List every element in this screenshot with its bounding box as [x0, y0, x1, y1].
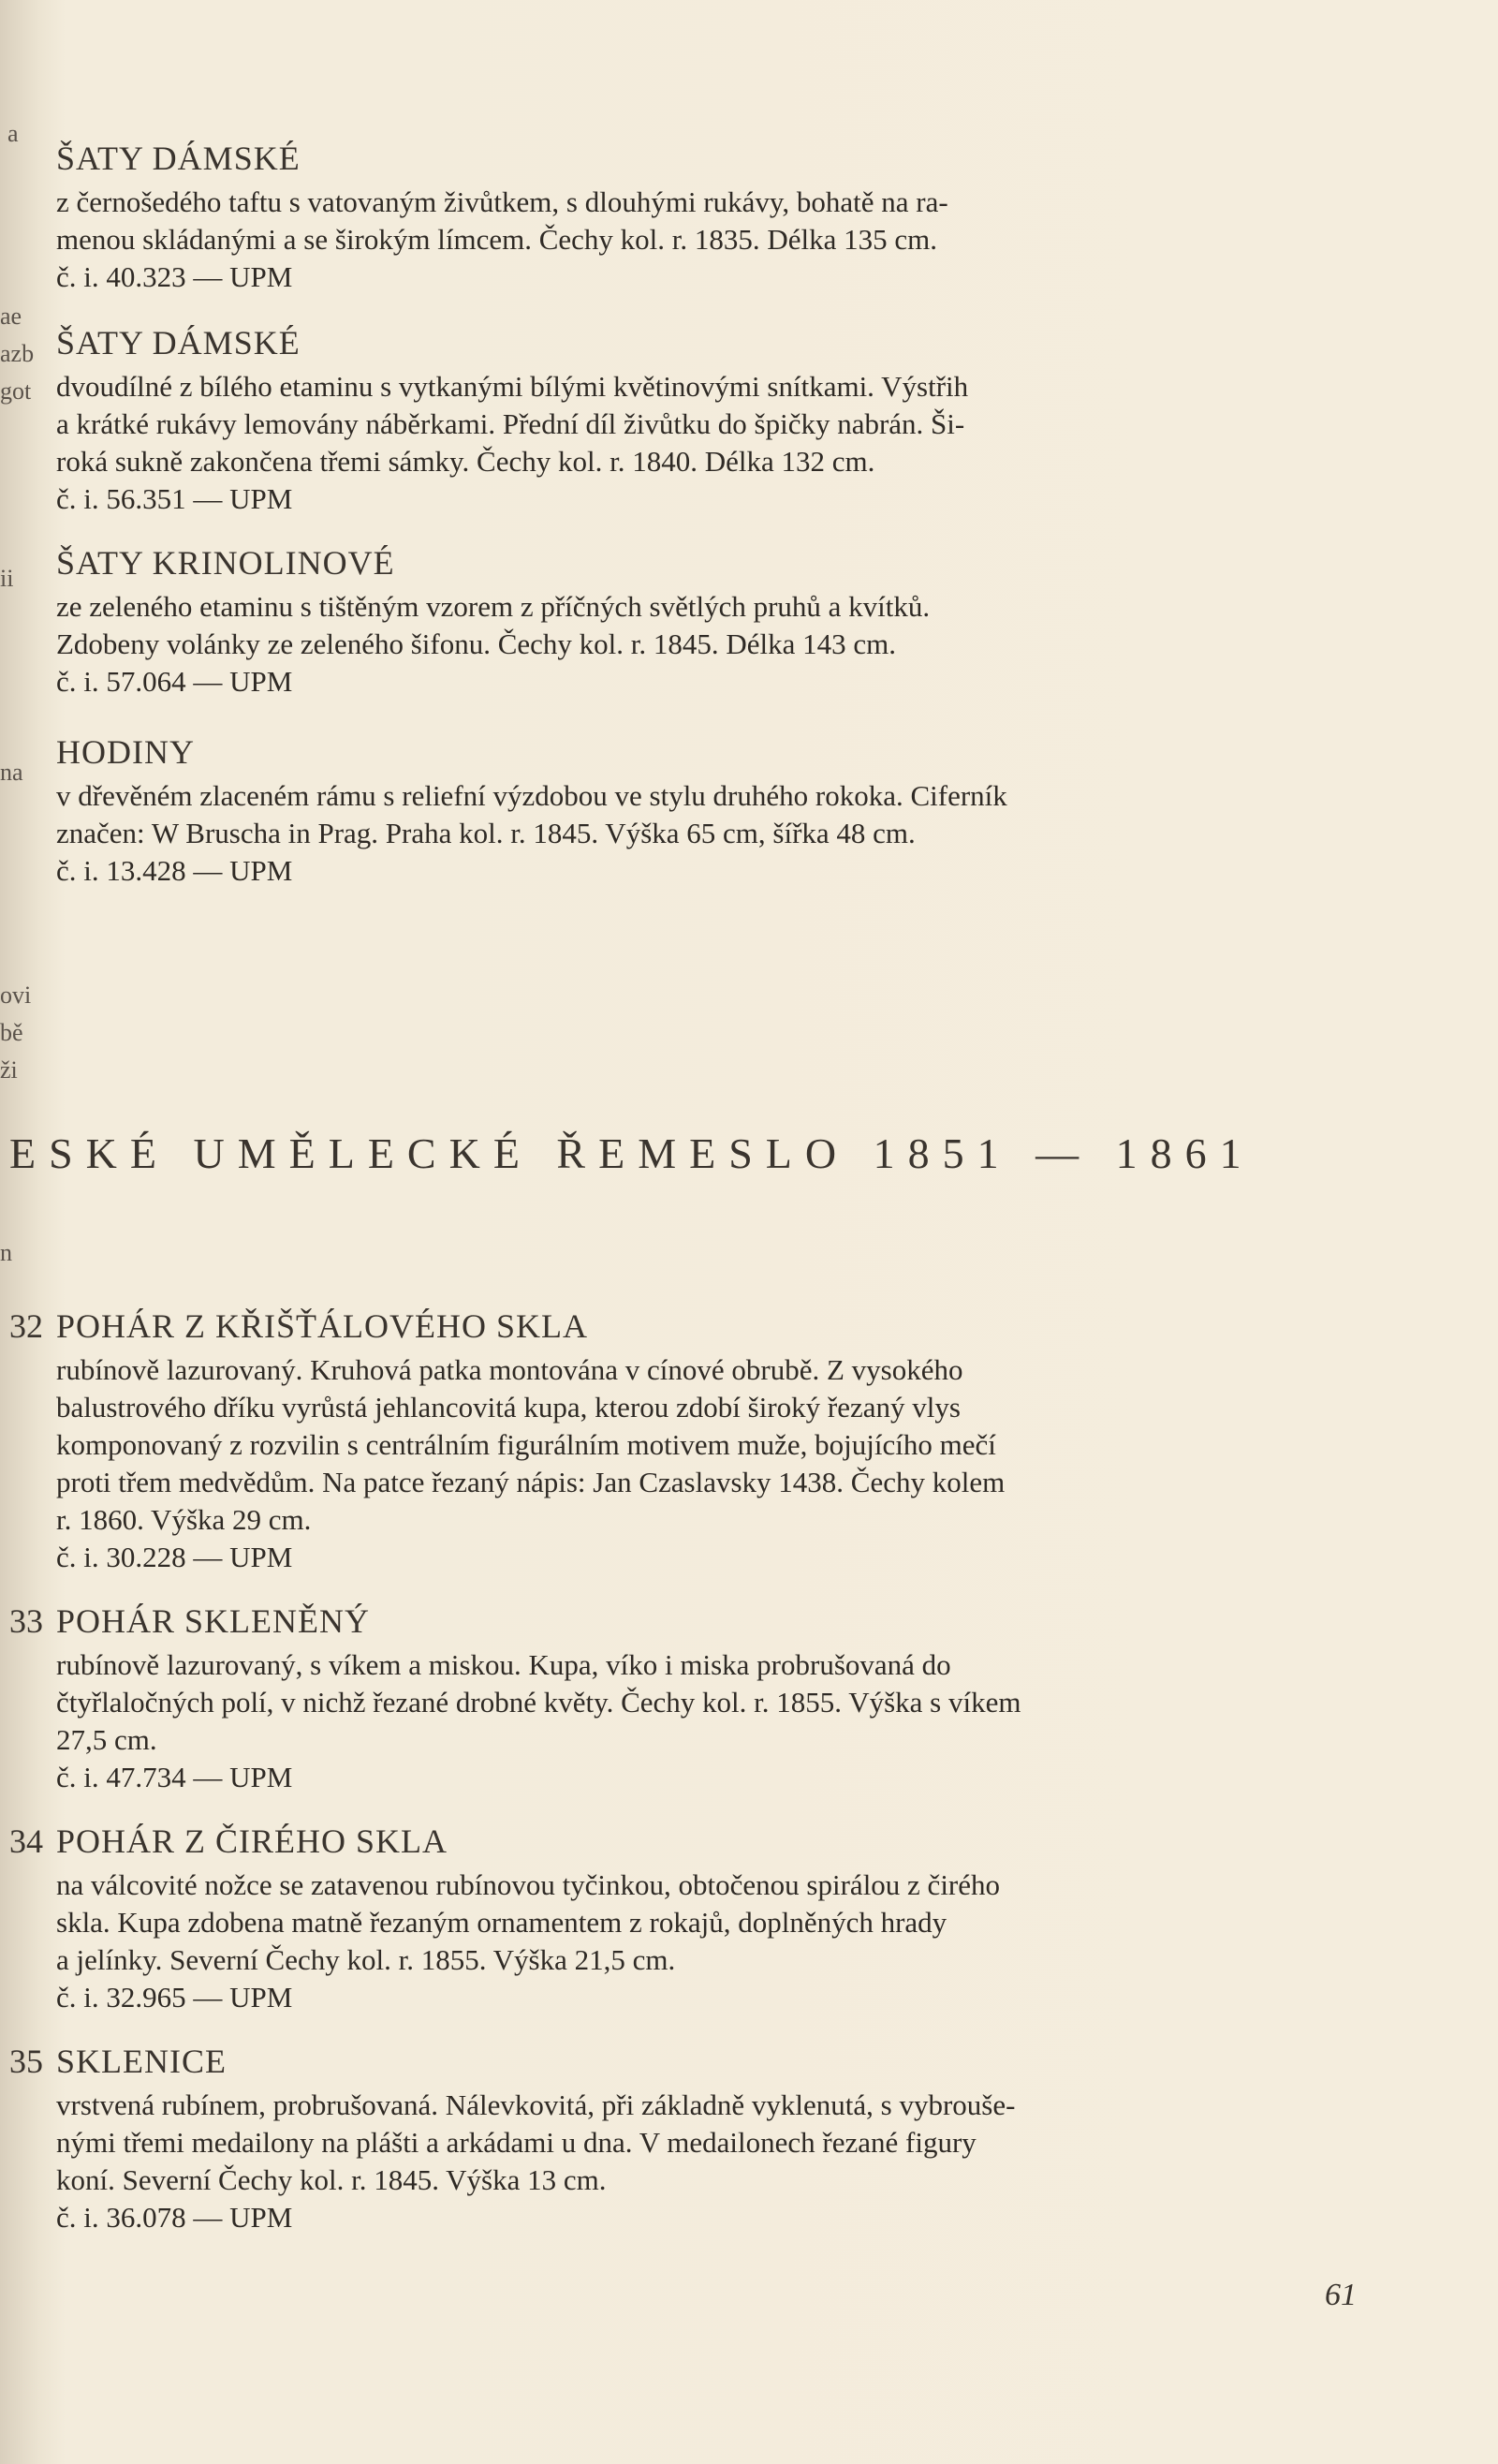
catalog-entry	[9, 1306, 1367, 1576]
margin-fragment: bě	[0, 1019, 23, 1046]
inventory-number: č. i. 40.323 — UPM	[56, 260, 293, 293]
catalog-entry	[9, 1822, 1367, 2016]
entry-title: HODINY	[56, 733, 195, 771]
margin-fragment: ži	[0, 1056, 18, 1084]
catalog-entry	[9, 1601, 1367, 1796]
inventory-number: č. i. 57.064 — UPM	[56, 665, 293, 698]
catalog-entry	[56, 732, 1367, 890]
entry-description: na válcovité nožce se zatavenou rubínovou tyčinkou, obtočenou spirálou z čirého skla. Kupa zdobena matně řezaným ornamentem z rokajů, doplněných hrady a jelínky. Severní Čechy kol. r. 1855. Výška 21,5 cm.	[56, 1868, 1001, 1976]
margin-fragment: n	[0, 1239, 12, 1266]
catalog-entry	[56, 139, 1367, 296]
entry-description: v dřevěném zlaceném rámu s reliefní výzdobou ve stylu druhého rokoka. Ciferník značen: W Bruscha in Prag. Praha kol. r. 1845. Výška 65 cm, šířka 48 cm.	[56, 779, 1007, 849]
inventory-number: č. i. 30.228 — UPM	[56, 1541, 293, 1573]
entry-title: SKLENICE	[56, 2043, 227, 2080]
entry-description: z černošedého taftu s vatovaným živůtkem, s dlouhými rukávy, bohatě na ra- menou skládanými a se širokým límcem. Čechy kol. r. 1835. Délka 135 cm.	[56, 185, 948, 256]
margin-fragment: ii	[0, 565, 14, 592]
entry-description: rubínově lazurovaný, s víkem a miskou. Kupa, víko i miska probrušovaná do čtyřlaločných polí, v nichž řezané drobné květy. Čechy kol. r. 1855. Výška s víkem 27,5 cm.	[56, 1648, 1021, 1756]
entry-title: POHÁR SKLENĚNÝ	[56, 1602, 371, 1640]
margin-fragment: na	[0, 759, 23, 786]
entry-description: ze zeleného etaminu s tištěným vzorem z příčných světlých pruhů a kvítků. Zdobeny volánky ze zeleného šifonu. Čechy kol. r. 1845. Délka 143 cm.	[56, 590, 931, 660]
entry-title: ŠATY DÁMSKÉ	[56, 324, 301, 361]
entry-description: dvoudílné z bílého etaminu s vytkanými bílými květinovými snítkami. Výstřih a krátké rukávy lemovány náběrkami. Přední díl živůtku do špičky nabrán. Ši- roká sukně zakončena třemi sámky. Čechy kol. r. 1840. Délka 132 cm.	[56, 370, 969, 478]
section-heading: ESKÉ UMĚLECKÉ ŘEMESLO 1851 — 1861	[9, 1129, 1255, 1177]
inventory-number: č. i. 47.734 — UPM	[56, 1761, 293, 1793]
margin-fragment: got	[0, 377, 32, 405]
margin-fragment: azb	[0, 340, 35, 367]
catalog-entry	[56, 323, 1367, 518]
catalog-entry	[9, 2042, 1367, 2236]
inventory-number: č. i. 36.078 — UPM	[56, 2201, 293, 2234]
inventory-number: č. i. 13.428 — UPM	[56, 854, 293, 887]
page-number: 61	[1325, 2278, 1357, 2312]
entry-number: 33	[9, 1602, 43, 1640]
entry-title: ŠATY KRINOLINOVÉ	[56, 544, 395, 582]
entry-number: 34	[9, 1822, 43, 1860]
catalog-entry	[56, 543, 1367, 701]
margin-fragment: a	[7, 120, 19, 147]
entry-number: 35	[9, 2043, 43, 2080]
entry-title: POHÁR Z ČIRÉHO SKLA	[56, 1822, 448, 1860]
margin-fragment: ovi	[0, 981, 32, 1009]
entry-description: rubínově lazurovaný. Kruhová patka montována v cínové obrubě. Z vysokého balustrového dříku vyrůstá jehlancovitá kupa, kterou zdobí široký řezaný vlys komponovaný z rozvilin s centrálním figurálním motivem muže, bojujícího mečí proti třem medvědům. Na patce řezaný nápis: Jan Czaslavsky 1438. Čechy kolem r. 1860. Výška 29 cm.	[56, 1353, 1006, 1536]
margin-fragment: ae	[0, 302, 22, 330]
entry-title: POHÁR Z KŘIŠŤÁLOVÉHO SKLA	[56, 1307, 589, 1345]
inventory-number: č. i. 32.965 — UPM	[56, 1981, 293, 2014]
entry-number: 32	[9, 1307, 43, 1345]
inventory-number: č. i. 56.351 — UPM	[56, 482, 293, 515]
entry-description: vrstvená rubínem, probrušovaná. Nálevkovitá, při základně vyklenutá, s vybrouše- nými třemi medailony na plášti a arkádami u dna. V medailonech řezané figury koní. Severní Čechy kol. r. 1845. Výška 13 cm.	[56, 2088, 1016, 2196]
entry-title: ŠATY DÁMSKÉ	[56, 140, 301, 177]
